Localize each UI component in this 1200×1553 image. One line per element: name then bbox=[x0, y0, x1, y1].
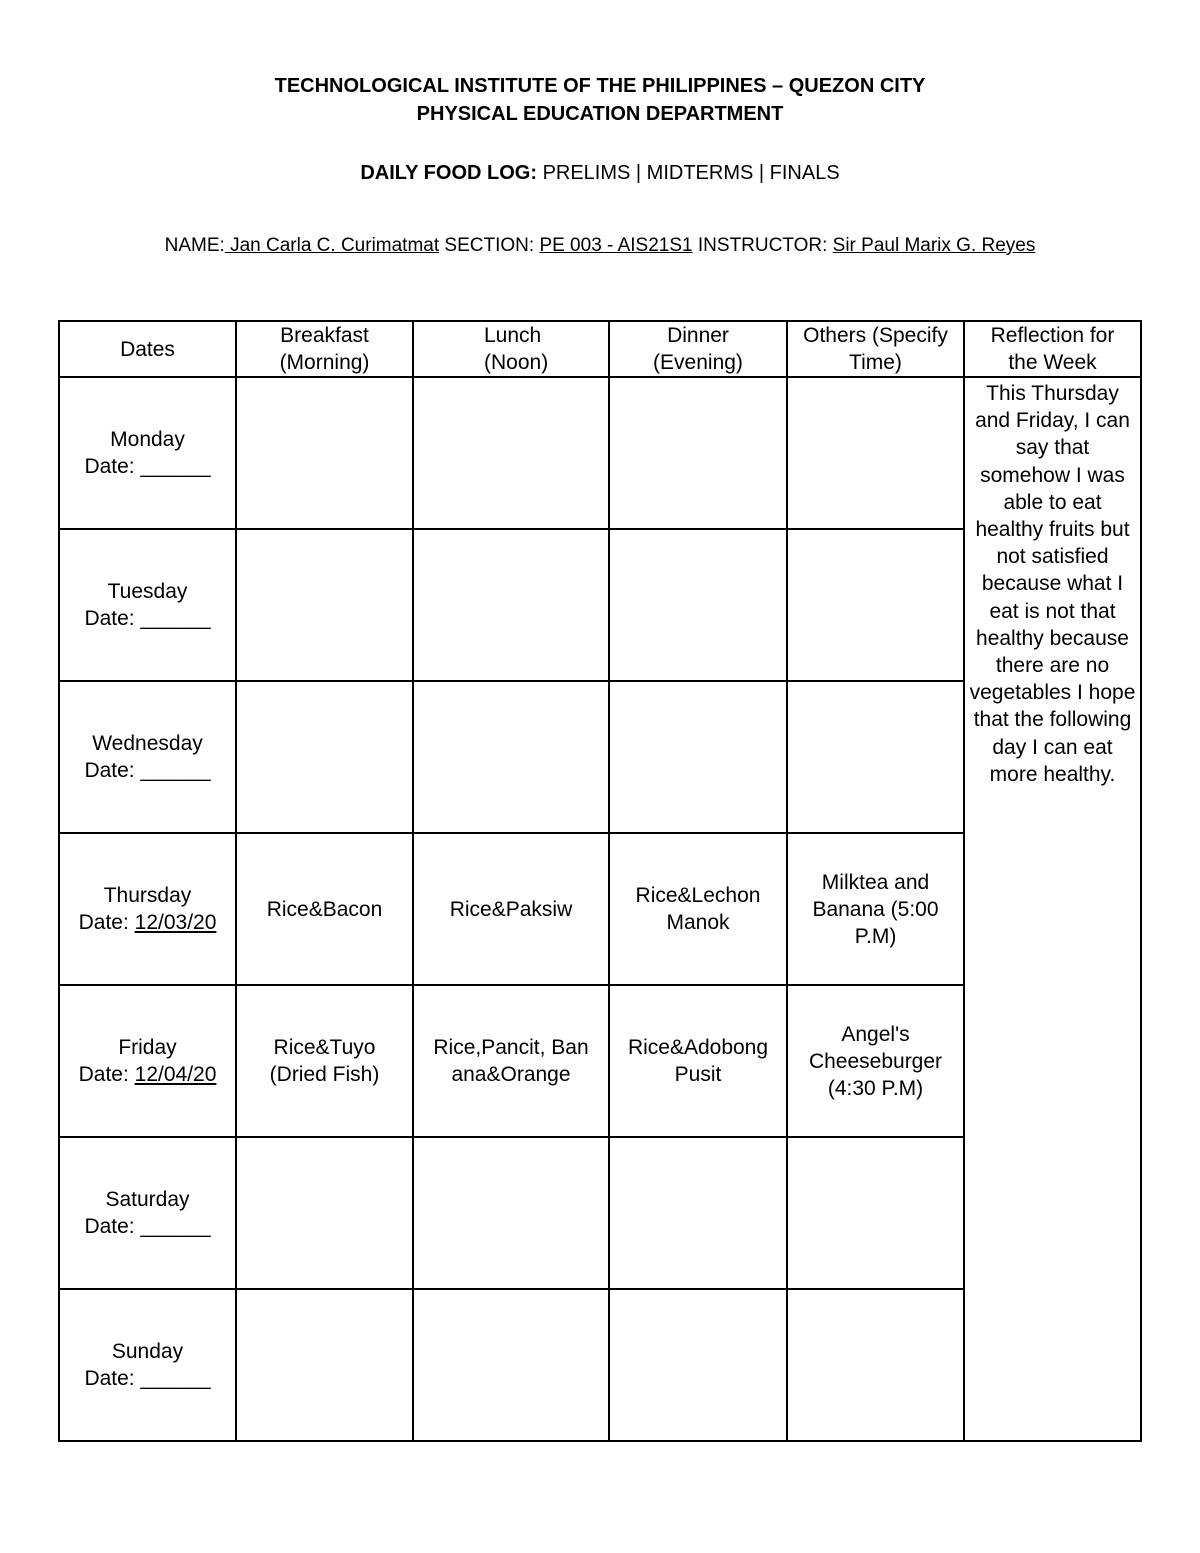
department-name: PHYSICAL EDUCATION DEPARTMENT bbox=[416, 103, 784, 125]
date-label: Date: bbox=[84, 1367, 135, 1390]
name-label: NAME: bbox=[164, 235, 225, 256]
dinner-cell bbox=[609, 681, 787, 833]
lunch-cell bbox=[413, 1289, 609, 1441]
day-cell bbox=[59, 377, 236, 529]
others-cell bbox=[787, 1137, 964, 1289]
date-blank: ______ bbox=[140, 607, 211, 630]
others-cell: Milktea and Banana (5:00 P.M) bbox=[787, 833, 964, 985]
day-name: Thursday bbox=[103, 884, 192, 907]
date-line bbox=[64, 909, 231, 936]
date-blank: ______ bbox=[140, 455, 211, 478]
student-info-line bbox=[0, 233, 1200, 259]
day-name: Tuesday bbox=[107, 580, 188, 603]
breakfast-cell bbox=[236, 681, 413, 833]
date-label: Date: bbox=[84, 759, 135, 782]
dinner-cell: Rice&Lechon Manok bbox=[609, 833, 787, 985]
dinner-cell bbox=[609, 377, 787, 529]
others-cell bbox=[787, 681, 964, 833]
lunch-cell bbox=[413, 377, 609, 529]
lunch-cell: Rice&Paksiw bbox=[413, 833, 609, 985]
date-blank: ______ bbox=[140, 1215, 211, 1238]
others-cell: Angel's Cheeseburger (4:30 P.M) bbox=[787, 985, 964, 1137]
date-line bbox=[64, 1213, 231, 1240]
header-lunch: Lunch (Noon) bbox=[413, 321, 609, 377]
date-line bbox=[64, 453, 231, 480]
lunch-cell bbox=[413, 1137, 609, 1289]
date-label: Date: bbox=[78, 911, 129, 934]
breakfast-cell bbox=[236, 1137, 413, 1289]
date-blank: ______ bbox=[140, 1367, 211, 1390]
day-name: Friday bbox=[118, 1036, 177, 1059]
breakfast-cell bbox=[236, 1289, 413, 1441]
day-name: Sunday bbox=[111, 1340, 184, 1363]
others-cell bbox=[787, 529, 964, 681]
date-line bbox=[64, 1061, 231, 1088]
day-name: Saturday bbox=[105, 1188, 190, 1211]
breakfast-cell bbox=[236, 529, 413, 681]
food-log-table bbox=[58, 320, 1142, 1442]
day-cell bbox=[59, 529, 236, 681]
lunch-cell bbox=[413, 529, 609, 681]
date-value: 12/03/20 bbox=[134, 911, 217, 934]
date-blank: ______ bbox=[140, 759, 211, 782]
breakfast-cell bbox=[236, 377, 413, 529]
breakfast-cell: Rice&Bacon bbox=[236, 833, 413, 985]
dinner-cell bbox=[609, 1137, 787, 1289]
day-cell bbox=[59, 833, 236, 985]
dinner-cell bbox=[609, 529, 787, 681]
instructor-label: INSTRUCTOR: bbox=[697, 235, 828, 256]
lunch-cell bbox=[413, 681, 609, 833]
day-name: Wednesday bbox=[92, 732, 203, 755]
daily-food-log-title bbox=[0, 160, 1200, 186]
others-cell bbox=[787, 1289, 964, 1441]
header-breakfast: Breakfast (Morning) bbox=[236, 321, 413, 377]
dinner-cell: Rice&Adobong Pusit bbox=[609, 985, 787, 1137]
date-value: 12/04/20 bbox=[134, 1063, 217, 1086]
date-line bbox=[64, 757, 231, 784]
reflection-cell: This Thursday and Friday, I can say that somehow I was able to eat healthy fruits but not satisfied because what I eat is not that healthy because there are no vegetables I hope that the following day I can eat more healthy. bbox=[964, 377, 1141, 1441]
day-cell bbox=[59, 1137, 236, 1289]
section-value: PE 003 - AIS21S1 bbox=[539, 235, 693, 256]
table-header-row bbox=[59, 321, 1141, 377]
day-cell bbox=[59, 1289, 236, 1441]
day-cell bbox=[59, 985, 236, 1137]
log-terms: PRELIMS | MIDTERMS | FINALS bbox=[542, 162, 840, 184]
day-name: Monday bbox=[110, 428, 185, 451]
institution-name: TECHNOLOGICAL INSTITUTE OF THE PHILIPPINES – QUEZON CITY bbox=[274, 75, 926, 97]
dinner-cell bbox=[609, 1289, 787, 1441]
header-others: Others (Specify Time) bbox=[787, 321, 964, 377]
institution-header bbox=[0, 72, 1200, 128]
date-label: Date: bbox=[78, 1063, 129, 1086]
date-label: Date: bbox=[84, 607, 135, 630]
header-dates: Dates bbox=[59, 321, 236, 377]
header-reflection: Reflection for the Week bbox=[964, 321, 1141, 377]
date-label: Date: bbox=[84, 455, 135, 478]
section-label: SECTION: bbox=[444, 235, 535, 256]
instructor-value: Sir Paul Marix G. Reyes bbox=[832, 235, 1036, 256]
day-cell bbox=[59, 681, 236, 833]
date-line bbox=[64, 605, 231, 632]
header-dinner: Dinner (Evening) bbox=[609, 321, 787, 377]
table-row bbox=[59, 377, 1141, 529]
date-line bbox=[64, 1365, 231, 1392]
lunch-cell: Rice,Pancit, Banana&Orange bbox=[413, 985, 609, 1137]
date-label: Date: bbox=[84, 1215, 135, 1238]
name-value: Jan Carla C. Curimatmat bbox=[224, 235, 440, 256]
breakfast-cell: Rice&Tuyo (Dried Fish) bbox=[236, 985, 413, 1137]
log-label: DAILY FOOD LOG: bbox=[360, 162, 537, 184]
others-cell bbox=[787, 377, 964, 529]
